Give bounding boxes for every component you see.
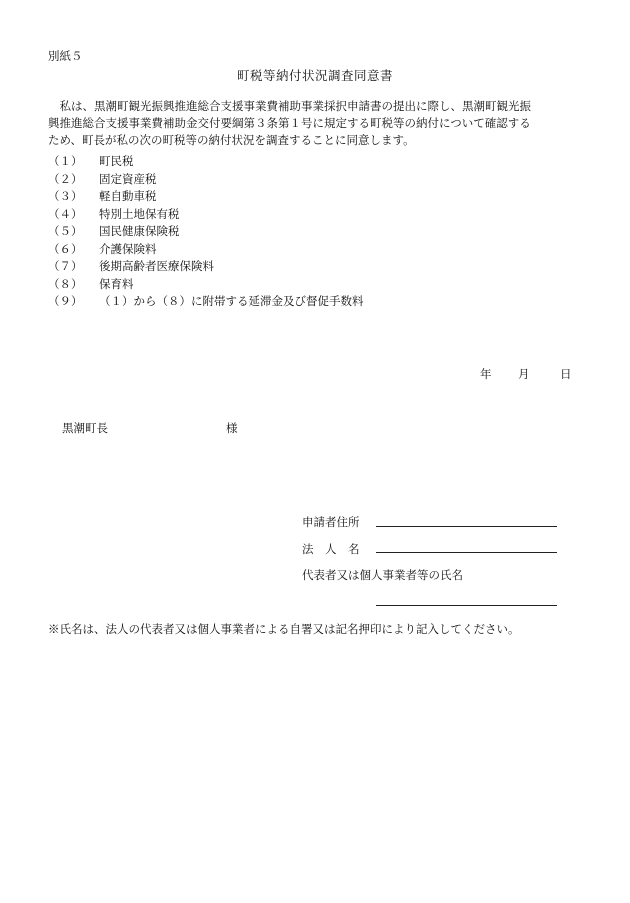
- tax-item: [48, 188, 364, 206]
- tax-item-text: 後期高齢者医療保険料: [99, 259, 214, 273]
- tax-item-number: （５）: [48, 224, 83, 238]
- tax-item-number: （２）: [48, 171, 83, 186]
- date-line: [480, 366, 572, 382]
- tax-item-number: （４）: [48, 206, 83, 221]
- tax-item-list: [48, 153, 364, 311]
- date-day-label: 日: [560, 367, 572, 381]
- tax-item-text: 固定資産税: [99, 171, 157, 186]
- addressee: 黒潮町長: [62, 421, 108, 435]
- tax-item: [48, 276, 364, 294]
- tax-item: [48, 153, 364, 171]
- date-year-label: 年: [480, 367, 492, 381]
- consent-statement: [48, 98, 584, 149]
- tax-item-text: 保育料: [99, 276, 134, 291]
- addressee-honorific: 様: [226, 421, 238, 435]
- tax-item-number: （９）: [48, 294, 83, 308]
- tax-item: [48, 293, 364, 311]
- tax-item-number: （６）: [48, 241, 83, 256]
- tax-item-text: （１）から（８）に附帯する延滞金及び督促手数料: [99, 294, 364, 308]
- tax-item-text: 介護保険料: [99, 241, 157, 256]
- tax-item-number: （３）: [48, 189, 83, 203]
- applicant-address-label: 申請者住所: [302, 515, 360, 529]
- tax-item-text: 特別土地保有税: [99, 206, 180, 221]
- tax-item: [48, 258, 364, 276]
- corporation-name-label: 法 人 名: [302, 542, 360, 556]
- tax-item: [48, 223, 364, 241]
- tax-item: [48, 206, 364, 224]
- tax-item-text: 軽自動車税: [99, 189, 157, 203]
- tax-item: [48, 241, 364, 259]
- tax-item-text: 国民健康保険税: [99, 224, 180, 238]
- representative-name-label: 代表者又は個人事業者等の氏名: [302, 568, 463, 582]
- tax-item-number: （７）: [48, 259, 83, 273]
- date-month-label: 月: [518, 367, 530, 381]
- consent-statement-line: ため、町長が私の次の町税等の納付状況を調査することに同意します。: [48, 133, 415, 147]
- tax-item-text: 町民税: [99, 154, 134, 168]
- consent-statement-line: 興推進総合支援事業費補助金交付要綱第３条第１号に規定する町税等の納付について確認する: [48, 116, 531, 130]
- document-title: 町税等納付状況調査同意書: [236, 68, 393, 83]
- consent-statement-line: 私は、黒潮町観光振興推進総合支援事業費補助事業採択申請書の提出に際し、黒潮町観光振: [48, 99, 531, 113]
- tax-item-number: （１）: [48, 154, 83, 168]
- tax-item-number: （８）: [48, 276, 83, 291]
- representative-name-field[interactable]: [376, 605, 557, 606]
- signature-note: ※氏名は、法人の代表者又は個人事業者による自署又は記名押印により記入してください。: [48, 622, 520, 636]
- corporation-name-field[interactable]: [376, 552, 557, 553]
- applicant-address-field[interactable]: [376, 526, 557, 527]
- tax-item: [48, 171, 364, 189]
- attachment-label: 別紙５: [48, 49, 83, 63]
